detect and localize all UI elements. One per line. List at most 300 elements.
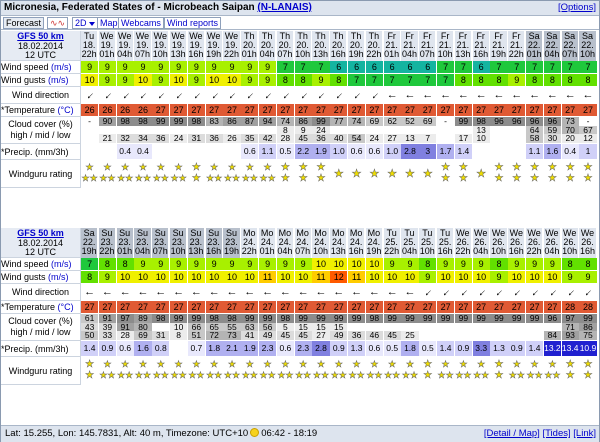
wind-gusts-cell: 7	[366, 74, 383, 86]
wind-arrow-icon: ←	[508, 284, 525, 301]
day-label: We	[456, 228, 470, 238]
precip-cell: 1	[579, 144, 596, 159]
day-label: We	[474, 228, 488, 238]
date-label: 26.	[456, 237, 470, 248]
tab-2d[interactable]: 2D	[72, 17, 98, 29]
star-icon: ★ ★★	[223, 359, 241, 380]
wind-gusts-cell: 10	[437, 271, 454, 283]
date-label: 22.	[82, 237, 96, 248]
detail-map-link[interactable]: [Detail / Map]	[483, 428, 540, 439]
temperature-cell: 27	[223, 301, 240, 313]
hour-label: 04h	[401, 49, 417, 60]
cloud-high-cell: 99	[170, 117, 187, 126]
cloud-mid-cell	[170, 126, 187, 135]
wind-arrow-icon: ←	[295, 87, 312, 104]
time-header	[384, 228, 401, 258]
cloud-low-cell: 34	[134, 134, 151, 143]
hour-label: 01h	[99, 49, 115, 60]
spot-link[interactable]: (N-LANAIS)	[257, 2, 312, 13]
date-label: 19.	[225, 40, 238, 51]
cloud-low-cell: 21	[99, 134, 116, 143]
cloud-mid-cell	[81, 126, 98, 135]
precip-cell: 2.2	[295, 144, 312, 159]
day-label: Mo	[260, 228, 274, 238]
cloud-high-cell: 98	[117, 117, 134, 126]
day-label: Th	[261, 31, 273, 41]
precip-cell	[223, 144, 240, 159]
wind-speed-cell: 7	[295, 61, 312, 73]
cloud-low-cell	[455, 331, 472, 340]
star-icon: ★ ★★	[99, 359, 116, 380]
temperature-cell: 28	[579, 301, 596, 313]
time-header	[295, 228, 312, 258]
date-label: 24.	[349, 237, 363, 248]
star-icon: ★	[476, 168, 487, 180]
precip-cell: 0.4	[562, 144, 579, 159]
temperature-cell: 27	[170, 104, 187, 116]
wind-gusts-cell: 7	[401, 74, 418, 86]
hour-label: 16h	[330, 49, 346, 60]
day-label: We	[100, 31, 114, 41]
star-icon: ★ ★★	[134, 359, 152, 380]
wave-graph-icon: ∿∿	[50, 18, 66, 28]
wind-gusts-cell: 10	[473, 271, 490, 283]
wind-arrow-icon: ←	[473, 284, 490, 301]
time-header	[152, 228, 169, 258]
cloud-mid-cell: 59	[544, 126, 561, 135]
tides-link[interactable]: [Tides]	[542, 428, 571, 439]
wind-gusts-cell: 9	[490, 271, 507, 283]
wind-arrow-icon: ←	[546, 89, 558, 101]
wind-gusts-label: Wind gusts (m/s)	[1, 74, 81, 87]
tab-bar	[1, 16, 599, 30]
precip-cell: 0.9	[508, 341, 525, 356]
day-label: Mo	[314, 228, 327, 238]
hour-label: 10h	[437, 49, 453, 60]
star-icon: ★ ★★	[170, 359, 187, 380]
temperature-cell: 27	[312, 301, 329, 313]
date-label: 24.	[332, 237, 345, 248]
time-header	[312, 31, 329, 61]
hour-label: 22h	[241, 246, 257, 257]
time-header	[508, 228, 525, 258]
cloud-low-cell: 17	[455, 134, 472, 143]
cloud-low-cell	[508, 134, 525, 143]
wind-speed-cell: 9	[473, 258, 490, 270]
wind-gusts-cell: 10	[401, 271, 418, 283]
cloud-low-cell: 24	[170, 134, 187, 143]
temperature-cell: 27	[241, 104, 258, 116]
time-header	[170, 31, 187, 61]
wind-arrow-icon: ←	[386, 286, 398, 298]
model-header	[1, 31, 81, 61]
cloud-low-cell	[437, 134, 454, 143]
day-label: Su	[154, 228, 166, 238]
temperature-cell: 27	[490, 104, 507, 116]
wind-direction-label: Wind direction	[1, 87, 81, 104]
time-header	[117, 228, 134, 258]
day-label: Tu	[440, 228, 451, 238]
temperature-cell: 27	[366, 104, 383, 116]
cloud-mid-cell	[366, 126, 383, 135]
day-label: Sa	[528, 31, 540, 41]
wind-gusts-cell: 7	[419, 74, 436, 86]
star-icon: ★ ★	[423, 359, 433, 381]
run-date: 18.02.2014	[17, 237, 64, 248]
time-header	[330, 228, 347, 258]
wind-arrow-icon: ←	[333, 286, 345, 298]
cloud-high-cell: 99	[170, 314, 187, 323]
cloud-low-cell: 30	[544, 134, 561, 143]
day-label: We	[189, 31, 203, 41]
wind-gusts-cell: 8	[562, 74, 579, 86]
temperature-cell: 27	[384, 104, 401, 116]
cloud-mid-cell	[455, 323, 472, 332]
cloud-mid-cell: 64	[526, 126, 543, 135]
temperature-cell: 27	[419, 104, 436, 116]
hour-label: 04h	[134, 246, 150, 257]
hour-label: 16h	[508, 246, 524, 257]
wind-speed-label: Wind speed (m/s)	[1, 258, 81, 271]
day-label: We	[171, 31, 185, 41]
wind-gusts-cell: 10	[134, 74, 151, 86]
time-header	[544, 31, 561, 61]
tab-forecast[interactable]: Forecast	[3, 17, 44, 29]
temperature-cell: 26	[81, 104, 98, 116]
cloud-mid-cell	[348, 126, 365, 135]
cloud-high-cell: 99	[384, 314, 401, 323]
wind-gusts-cell: 10	[366, 271, 383, 283]
wind-speed-cell: 9	[455, 258, 472, 270]
cloud-high-cell: 99	[579, 314, 596, 323]
options-link[interactable]: [Options]	[557, 2, 596, 13]
star-icon: ★ ★★	[366, 359, 383, 380]
cloud-low-cell: 28	[117, 331, 134, 340]
cloud-low-cell: 49	[330, 331, 347, 340]
wind-arrow-icon: ←	[206, 87, 223, 104]
cloud-mid-cell: 55	[223, 323, 240, 332]
temperature-cell: 27	[170, 301, 187, 313]
temperature-cell: 27	[526, 104, 543, 116]
wind-gusts-cell: 10	[188, 271, 205, 283]
footer-links	[484, 426, 596, 442]
cloud-high-cell: 99	[473, 314, 490, 323]
cloud-mid-cell	[152, 323, 169, 332]
precip-cell: 1.4	[81, 341, 98, 356]
cloud-high-cell: 97	[117, 314, 134, 323]
wind-speed-cell: 8	[562, 258, 579, 270]
time-header	[508, 31, 525, 61]
cloud-high-cell: 96	[490, 117, 507, 126]
date-label: 26.	[492, 237, 505, 248]
temperature-cell: 27	[259, 104, 276, 116]
wind-speed-cell: 9	[544, 258, 561, 270]
cloud-mid-cell: 67	[579, 126, 596, 135]
time-header	[312, 228, 329, 258]
cloud-high-cell: 83	[206, 117, 223, 126]
wind-arrow-icon: ←	[277, 87, 294, 104]
wind-gusts-cell: 10	[152, 271, 169, 283]
precip-cell	[152, 144, 169, 159]
wind-speed-cell: 9	[152, 258, 169, 270]
cloud-low-cell	[437, 331, 454, 340]
link-link[interactable]: [Link]	[573, 428, 596, 439]
cloud-mid-cell: 80	[134, 323, 151, 332]
star-icon: ★ ★	[565, 162, 575, 184]
day-label: Su	[208, 228, 220, 238]
wind-speed-cell: 8	[117, 258, 134, 270]
wind-gusts-cell: 9	[241, 74, 258, 86]
wind-speed-cell: 10	[312, 258, 329, 270]
wind-speed-cell: 9	[223, 258, 240, 270]
date-label: 21.	[474, 40, 487, 51]
wind-gusts-cell: 10	[206, 74, 223, 86]
wind-arrow-icon: ←	[208, 286, 220, 298]
wind-speed-cell: 9	[241, 258, 258, 270]
wind-gusts-cell: 9	[562, 271, 579, 283]
star-icon: ★ ★	[583, 359, 593, 381]
wind-speed-cell: 9	[277, 258, 294, 270]
precip-cell: 1.9	[241, 341, 258, 356]
wind-speed-cell: 8	[419, 258, 436, 270]
wind-arrow-icon: ←	[259, 87, 276, 104]
wind-arrow-icon: ←	[511, 89, 523, 101]
wind-gusts-cell: 8	[544, 74, 561, 86]
wind-arrow-icon: ←	[330, 87, 347, 104]
hour-label: 19h	[81, 246, 97, 257]
wind-speed-cell: 6	[330, 61, 347, 73]
date-label: 23.	[154, 237, 167, 248]
time-header	[330, 31, 347, 61]
hour-label: 10h	[562, 246, 578, 257]
temperature-cell: 27	[117, 301, 134, 313]
wind-gusts-cell: 9	[508, 74, 525, 86]
cloud-low-cell: 40	[330, 134, 347, 143]
day-label: Mo	[243, 228, 256, 238]
wind-arrow-icon: ←	[173, 286, 185, 298]
cloud-high-cell: 91	[99, 314, 116, 323]
date-label: 19.	[189, 40, 203, 51]
precip-cell: 1.8	[401, 341, 418, 356]
star-icon: ★ ★★	[526, 359, 543, 380]
date-label: 20.	[314, 40, 327, 51]
precip-cell: 0.9	[455, 341, 472, 356]
precip-cell: 1.6	[544, 144, 561, 159]
temperature-cell: 27	[401, 104, 418, 116]
date-label: 21.	[385, 40, 398, 51]
precip-cell: 1.8	[206, 341, 223, 356]
cloud-low-cell: 54	[348, 134, 365, 143]
tab-wind-reports[interactable]: Wind reports	[164, 17, 221, 29]
temperature-cell: 27	[544, 301, 561, 313]
cloud-high-cell: 99	[419, 314, 436, 323]
cloud-high-cell: 74	[348, 117, 365, 126]
temperature-cell: 27	[188, 301, 205, 313]
precip-cell: 0.8	[152, 341, 169, 356]
cloud-mid-cell	[490, 323, 507, 332]
star-icon: ★ ★★	[473, 359, 490, 380]
cloud-mid-cell	[99, 126, 116, 135]
wind-gusts-cell: 10	[241, 271, 258, 283]
date-label: 20.	[243, 40, 256, 51]
cloud-high-cell: 96	[544, 117, 561, 126]
day-label: Tu	[84, 31, 95, 41]
hour-label: 10h	[295, 49, 311, 60]
wind-speed-cell: 9	[437, 258, 454, 270]
run-date: 18.02.2014	[17, 40, 64, 51]
hour-label: 07h	[295, 246, 311, 257]
star-icon: ★ ★	[191, 162, 201, 184]
cloud-high-cell: 98	[188, 117, 205, 126]
hour-label: 22h	[81, 49, 97, 60]
cloud-low-cell: 75	[579, 331, 596, 340]
star-icon: ★ ★★	[384, 359, 401, 380]
cloud-high-cell: 99	[312, 117, 329, 126]
star-icon: ★ ★★	[152, 359, 169, 380]
wind-arrow-icon: ←	[279, 286, 291, 298]
hour-label: 07h	[152, 246, 168, 257]
model-link[interactable]: GFS 50 km	[17, 228, 64, 238]
hour-label: 04h	[277, 246, 293, 257]
temperature-cell: 27	[455, 104, 472, 116]
model-link[interactable]: GFS 50 km	[17, 31, 64, 41]
temperature-cell: 26	[99, 104, 116, 116]
day-label: Th	[297, 31, 308, 41]
star-icon: ★ ★	[494, 359, 504, 381]
hour-label: 01h	[526, 49, 542, 60]
windguru-rating-label: Windguru rating	[1, 160, 81, 188]
cloud-mid-cell	[437, 126, 454, 135]
hour-label: 16h	[206, 246, 222, 257]
precip-cell	[473, 144, 490, 159]
cloud-low-cell: 33	[99, 331, 116, 340]
wind-arrow-icon: ←	[297, 286, 309, 298]
hour-label: 01h	[384, 49, 400, 60]
star-icon: ★ ★★	[259, 359, 276, 380]
hour-label: 16h	[579, 246, 595, 257]
cloud-mid-cell	[419, 323, 436, 332]
wind-arrow-icon: ←	[386, 89, 398, 101]
hour-label: 07h	[277, 49, 293, 60]
hour-label: 22h	[508, 49, 524, 60]
wind-gusts-cell: 10	[455, 271, 472, 283]
star-icon: ★ ★★	[348, 359, 365, 380]
temperature-cell: 27	[312, 104, 329, 116]
star-icon: ★ ★	[280, 162, 290, 184]
wind-arrow-icon: ←	[312, 87, 330, 104]
cloud-mid-cell	[437, 323, 454, 332]
cloud-mid-cell	[473, 323, 490, 332]
temperature-label: *Temperature (°C)	[1, 301, 81, 314]
day-label: Mo	[278, 228, 292, 238]
star-icon: ★ ★	[85, 359, 95, 381]
wind-arrow-icon: ←	[404, 286, 416, 298]
cloud-low-cell	[508, 331, 525, 340]
date-label: 19.	[207, 40, 220, 51]
temperature-cell: 27	[437, 104, 454, 116]
wind-gusts-cell: 10	[277, 271, 294, 283]
hour-label: 16h	[348, 246, 364, 257]
cloud-mid-cell	[384, 126, 401, 135]
hour-label: 04h	[259, 49, 275, 60]
time-header	[419, 228, 436, 258]
cloud-mid-cell	[134, 126, 151, 135]
wind-speed-cell: 9	[99, 61, 116, 73]
time-header	[188, 228, 205, 258]
temperature-cell: 27	[526, 301, 543, 313]
wind-speed-cell: 8	[490, 258, 507, 270]
sun-icon	[250, 428, 259, 437]
cloud-mid-cell: 10	[170, 323, 187, 332]
tab-webcams[interactable]: Webcams	[118, 17, 164, 29]
wind-speed-cell: 6	[419, 61, 436, 73]
precip-cell: 0.6	[241, 144, 258, 159]
tab-map[interactable]: Map	[97, 17, 121, 29]
run-utc: 12 UTC	[24, 50, 56, 60]
wind-arrow-icon: ←	[440, 89, 452, 101]
cloud-high-cell: 90	[99, 117, 116, 126]
time-header	[384, 31, 401, 61]
star-icon: ★ ★★	[117, 359, 134, 380]
temperature-cell: 28	[562, 301, 579, 313]
cloud-low-cell: 41	[241, 331, 258, 340]
tab-graph[interactable]	[47, 17, 68, 29]
wind-gusts-cell: 11	[259, 271, 276, 283]
precip-cell	[508, 144, 525, 159]
star-icon: ★ ★	[316, 162, 326, 184]
wind-speed-cell: 9	[117, 61, 134, 73]
day-label: We	[118, 31, 132, 41]
star-icon: ★	[422, 168, 433, 180]
cloud-low-cell: 25	[401, 331, 418, 340]
wind-arrow-icon: ←	[99, 87, 116, 104]
hour-label: 10h	[490, 246, 506, 257]
star-icon: ★ ★	[494, 162, 504, 184]
cloud-low-cell: 27	[312, 331, 329, 340]
precip-cell: 1.4	[437, 341, 454, 356]
wind-gusts-cell: 8	[277, 74, 294, 86]
star-icon: ★ ★★	[437, 359, 454, 380]
date-label: 20.	[349, 40, 363, 51]
precip-cell: 1.9	[312, 144, 329, 159]
wind-gusts-cell: 8	[579, 74, 596, 86]
wind-gusts-cell: 10	[508, 271, 525, 283]
precip-cell: 1.7	[437, 144, 454, 159]
temperature-cell: 27	[295, 301, 312, 313]
wind-arrow-icon: ←	[84, 286, 96, 298]
day-label: We	[153, 31, 167, 41]
cloud-low-cell: 45	[277, 331, 294, 340]
precip-cell: 2.3	[295, 341, 312, 356]
temperature-cell: 27	[99, 301, 116, 313]
day-label: We	[563, 228, 577, 238]
temperature-cell: 27	[152, 301, 169, 313]
wind-speed-cell: 9	[134, 258, 151, 270]
precip-cell: 0.6	[117, 341, 134, 356]
cloud-high-cell: 98	[223, 314, 240, 323]
cloud-low-cell: 73	[223, 331, 240, 340]
day-label: Mo	[349, 228, 363, 238]
day-label: Th	[279, 31, 291, 41]
wind-speed-cell: 7	[312, 61, 329, 73]
cloud-high-cell: -	[81, 117, 98, 126]
hour-label: 10h	[170, 246, 186, 257]
wind-speed-cell: 9	[188, 258, 205, 270]
star-icon: ★ ★	[583, 162, 593, 184]
day-label: Fr	[387, 31, 396, 41]
precip-cell	[81, 144, 98, 159]
cloud-low-cell: 58	[526, 134, 543, 143]
